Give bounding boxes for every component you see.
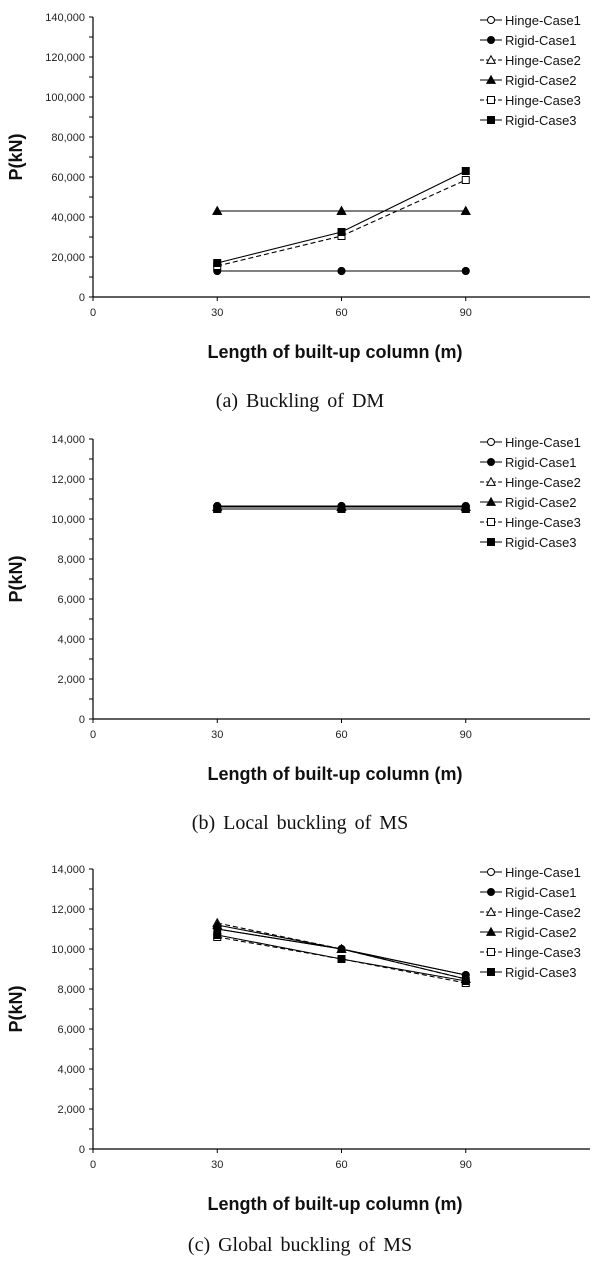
legend-marker <box>488 539 495 546</box>
legend-marker <box>488 889 495 896</box>
series-rigid-case1 <box>214 268 470 275</box>
x-tick-label: 60 <box>335 1159 348 1171</box>
legend <box>480 435 581 550</box>
legend-item <box>480 925 577 940</box>
y-tick-label: 2,000 <box>57 674 85 686</box>
legend-label: Hinge-Case3 <box>505 945 581 960</box>
data-point <box>462 978 469 985</box>
x-tick-label: 30 <box>211 1159 224 1171</box>
legend-marker <box>488 439 495 446</box>
y-tick-label: 8,000 <box>57 984 85 996</box>
series-line <box>217 171 466 263</box>
legend-item <box>480 113 577 128</box>
x-tick-label: 60 <box>335 307 348 319</box>
chart-svg-a <box>0 0 600 380</box>
data-point <box>338 268 345 275</box>
legend-label: Rigid-Case1 <box>505 33 577 48</box>
data-point <box>462 177 469 184</box>
y-tick-label: 10,000 <box>51 944 85 956</box>
y-tick-label: 10,000 <box>51 514 85 526</box>
data-point <box>462 168 469 175</box>
y-tick-label: 0 <box>78 1144 85 1156</box>
legend-item <box>480 885 577 900</box>
legend-label: Rigid-Case2 <box>505 925 577 940</box>
x-tick-label: 0 <box>89 307 97 319</box>
y-axis-title: P(kN) <box>6 555 26 603</box>
legend-label: Rigid-Case2 <box>505 73 577 88</box>
legend-label: Hinge-Case3 <box>505 93 581 108</box>
y-tick-label: 0 <box>78 292 85 304</box>
legend-item <box>480 475 581 490</box>
legend-marker <box>488 37 495 44</box>
y-tick-label: 40,000 <box>51 212 85 224</box>
x-axis-title: Length of built-up column (m) <box>207 342 463 362</box>
legend-item <box>480 965 577 980</box>
legend-item <box>480 455 577 470</box>
legend-item <box>480 515 581 530</box>
legend-marker <box>488 459 495 466</box>
legend-item <box>480 495 577 510</box>
y-tick-label: 6,000 <box>57 1024 85 1036</box>
x-tick-label: 60 <box>335 729 348 741</box>
legend-item <box>480 435 581 450</box>
y-tick-label: 14,000 <box>51 864 85 876</box>
x-tick-label: 90 <box>459 1159 472 1171</box>
legend-item <box>480 13 581 28</box>
legend-label: Rigid-Case1 <box>505 455 577 470</box>
series-rigid-case2 <box>213 207 470 215</box>
legend-item <box>480 93 581 108</box>
y-tick-label: 140,000 <box>45 12 85 24</box>
y-tick-label: 4,000 <box>57 634 85 646</box>
y-tick-label: 100,000 <box>45 92 85 104</box>
y-tick-label: 6,000 <box>57 594 85 606</box>
data-point <box>462 268 469 275</box>
chart-caption-a: (a) Buckling of DM <box>215 390 385 412</box>
legend-label: Rigid-Case1 <box>505 885 577 900</box>
legend-item <box>480 73 577 88</box>
y-tick-label: 80,000 <box>51 132 85 144</box>
legend-label: Hinge-Case3 <box>505 515 581 530</box>
y-tick-label: 20,000 <box>51 252 85 264</box>
legend <box>480 865 581 980</box>
legend-item <box>480 33 577 48</box>
legend-label: Rigid-Case3 <box>505 965 577 980</box>
data-point <box>214 932 221 939</box>
chart-svg-b <box>0 422 600 802</box>
x-axis-title: Length of built-up column (m) <box>207 764 463 784</box>
legend-label: Hinge-Case1 <box>505 865 581 880</box>
data-point <box>338 506 345 513</box>
x-tick-label: 30 <box>211 729 224 741</box>
legend-item <box>480 53 581 68</box>
data-point <box>338 229 345 236</box>
chart-panel-a <box>0 0 600 412</box>
legend-label: Hinge-Case2 <box>505 53 581 68</box>
x-tick-label: 90 <box>459 307 472 319</box>
legend-item <box>480 905 581 920</box>
data-point <box>214 506 221 513</box>
x-axis-title: Length of built-up column (m) <box>207 1194 463 1214</box>
data-point <box>214 260 221 267</box>
y-tick-label: 12,000 <box>51 474 85 486</box>
y-tick-label: 4,000 <box>57 1064 85 1076</box>
y-tick-label: 12,000 <box>51 904 85 916</box>
legend-marker <box>488 949 495 956</box>
legend-marker <box>488 117 495 124</box>
y-axis-title: P(kN) <box>6 133 26 181</box>
chart-panel-c <box>0 852 600 1270</box>
x-tick-label: 0 <box>89 1159 97 1171</box>
y-tick-label: 120,000 <box>45 52 85 64</box>
x-tick-label: 0 <box>89 729 97 741</box>
y-axis-title: P(kN) <box>6 985 26 1033</box>
legend-item <box>480 535 577 550</box>
legend-label: Rigid-Case2 <box>505 495 577 510</box>
legend-marker <box>488 519 495 526</box>
y-tick-label: 2,000 <box>57 1104 85 1116</box>
y-tick-label: 60,000 <box>51 172 85 184</box>
series-rigid-case3 <box>214 168 470 267</box>
legend-label: Hinge-Case2 <box>505 905 581 920</box>
legend-item <box>480 865 581 880</box>
chart-svg-c <box>0 852 600 1232</box>
y-tick-label: 14,000 <box>51 434 85 446</box>
legend-marker <box>488 869 495 876</box>
legend-label: Hinge-Case2 <box>505 475 581 490</box>
legend-marker <box>488 17 495 24</box>
x-tick-label: 30 <box>211 307 224 319</box>
chart-caption-b: (b) Local buckling of MS <box>191 812 409 834</box>
legend-label: Hinge-Case1 <box>505 435 581 450</box>
legend-item <box>480 945 581 960</box>
chart-panel-b <box>0 422 600 834</box>
legend-label: Rigid-Case3 <box>505 535 577 550</box>
legend-label: Hinge-Case1 <box>505 13 581 28</box>
y-tick-label: 8,000 <box>57 554 85 566</box>
x-tick-label: 90 <box>459 729 472 741</box>
data-point <box>462 506 469 513</box>
series-hinge-case3 <box>214 177 470 270</box>
data-point <box>338 956 345 963</box>
series-line <box>217 180 466 266</box>
legend-label: Rigid-Case3 <box>505 113 577 128</box>
legend <box>480 13 581 128</box>
legend-marker <box>488 97 495 104</box>
chart-caption-c: (c) Global buckling of MS <box>187 1234 413 1256</box>
legend-marker <box>488 969 495 976</box>
y-tick-label: 0 <box>78 714 85 726</box>
